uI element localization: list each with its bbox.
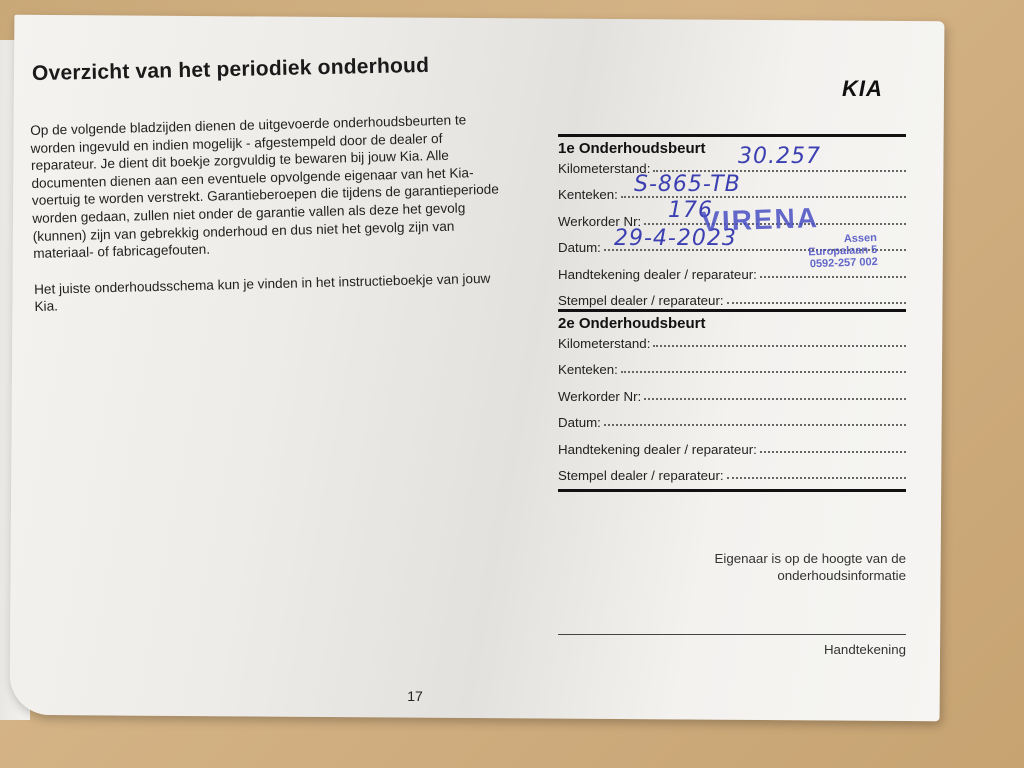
service-section-2 — [558, 309, 906, 492]
handwritten-mileage: 30.257 — [738, 144, 821, 169]
signature-label: Handtekening — [823, 642, 906, 657]
owner-note: Eigenaar is op de hoogte van de onderhoudsinformatie — [714, 551, 906, 583]
divider — [558, 134, 906, 137]
field-label: Stempel dealer / reparateur: — [558, 468, 724, 483]
stamp-name: VIRENA — [700, 201, 820, 238]
handwritten-license-plate: S-865-TB — [634, 172, 741, 197]
field-label: Kilometerstand: — [558, 160, 651, 176]
intro-text — [30, 110, 510, 333]
field-werkorder — [558, 377, 906, 404]
field-stempel — [558, 457, 906, 484]
signature-line — [558, 634, 906, 635]
stamp-city: Assen — [843, 231, 878, 246]
divider — [558, 309, 906, 312]
field-datum — [558, 404, 906, 431]
field-label: Kilometerstand: — [558, 335, 651, 351]
kia-logo: KIA — [842, 76, 883, 101]
section-heading: 2e Onderhoudsbeurt — [558, 315, 706, 332]
field-label: Datum: — [558, 240, 601, 255]
field-stempel — [558, 282, 906, 309]
dealer-stamp — [701, 200, 879, 286]
field-label: Datum: — [558, 415, 601, 430]
page-number: 17 — [407, 688, 423, 704]
handwritten-work-order: 176 — [668, 198, 713, 223]
page-title: Overzicht van het periodiek onderhoud — [31, 53, 430, 86]
field-label: Kenteken: — [558, 362, 618, 377]
divider — [558, 489, 906, 492]
handwritten-date: 29-4-2023 — [614, 226, 737, 251]
field-label: Kenteken: — [558, 187, 618, 202]
intro-paragraph: Op de volgende bladzijden dienen de uitgevoerde onderhoudsbeurten te worden ingevuld en indien mogelijk - afgestempeld door de dealer of reparateur. Je dient dit boekje zorgvuldig te bewaren bij jouw Kia. Alle documenten dienen aan een eventuele opvolgende eigenaar van het Kia-voertuig te worden verstrekt. Garantieberoepen die tijdens de garantieperiode worden gedaan, zullen niet onder de garantie vallen als deze het gevolg (kunnen) zijn van gebrekkig onderhoud en dus niet het gevolg zijn van materiaal- of fabricagefouten. — [30, 112, 499, 262]
field-label: Stempel dealer / reparateur: — [558, 293, 724, 308]
field-label: Werkorder Nr: — [558, 388, 642, 404]
stamp-phone: 0592-257 002 — [809, 255, 878, 271]
field-label: Handtekening dealer / reparateur: — [558, 266, 757, 282]
field-kenteken — [558, 351, 906, 378]
intro-paragraph: Het juiste onderhoudsschema kun je vinden in het instructieboekje van jouw Kia. — [33, 270, 491, 315]
field-label: Werkorder Nr: — [558, 213, 642, 229]
field-handtekening — [558, 430, 906, 457]
field-label: Handtekening dealer / reparateur: — [558, 441, 757, 457]
stamp-street: Europalaan 5 — [808, 243, 878, 259]
section-heading: 1e Onderhoudsbeurt — [558, 140, 706, 157]
